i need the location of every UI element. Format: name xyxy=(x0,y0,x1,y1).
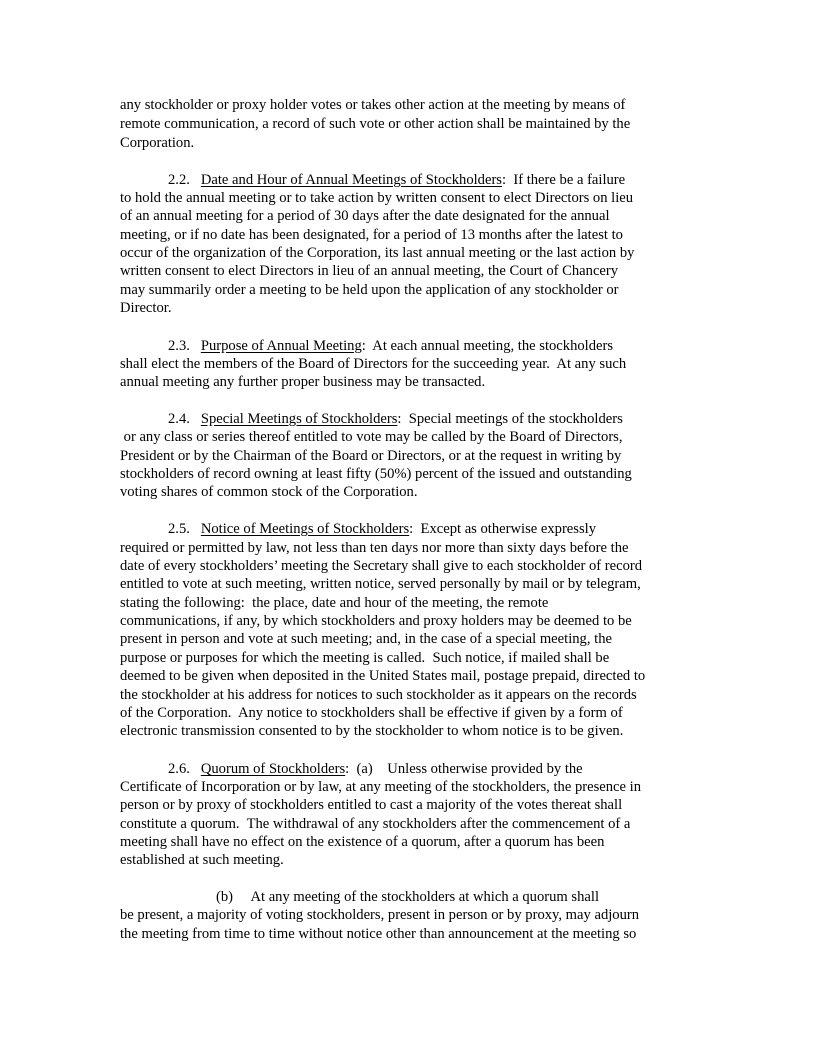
paragraph-line: may summarily order a meeting to be held upon the application of any stockholder or xyxy=(120,282,619,298)
section-2-3-first-line xyxy=(168,337,613,355)
section-number: 2.2. xyxy=(168,172,190,188)
section-text: : If there be a failure xyxy=(501,172,626,188)
section-number: 2.6. xyxy=(168,761,190,777)
section-heading: Quorum of Stockholders xyxy=(200,761,346,777)
section-2-4-first-line xyxy=(168,410,623,428)
paragraph-line: annual meeting any further proper business may be transacted. xyxy=(120,374,486,390)
section-text: : At each annual meeting, the stockholders xyxy=(361,338,614,354)
paragraph-line: meeting, or if no date has been designated, for a period of 13 months after the latest to xyxy=(120,227,623,243)
paragraph-line: deemed to be given when deposited in the United States mail, postage prepaid, directed to xyxy=(120,668,646,684)
paragraph-line: entitled to vote at such meeting, written notice, served personally by mail or by telegram, xyxy=(120,576,641,592)
section-heading: Date and Hour of Annual Meetings of Stockholders xyxy=(200,172,502,188)
paragraph-line: present in person and vote at such meeting; and, in the case of a special meeting, the xyxy=(120,631,612,647)
paragraph-line: remote communication, a record of such vote or other action shall be maintained by the xyxy=(120,116,631,132)
section-2-2-first-line xyxy=(168,171,625,189)
paragraph-line: of the Corporation. Any notice to stockholders shall be effective if given by a form of xyxy=(120,705,623,721)
paragraph-line: President or by the Chairman of the Board or Directors, or at the request in writing by xyxy=(120,448,622,464)
section-heading: Purpose of Annual Meeting xyxy=(200,338,362,354)
section-number: 2.3. xyxy=(168,338,190,354)
paragraph-line: stating the following: the place, date and hour of the meeting, the remote xyxy=(120,595,549,611)
paragraph-line: electronic transmission consented to by the stockholder to whom notice is to be given. xyxy=(120,723,624,739)
section-text: : Special meetings of the stockholders xyxy=(397,411,623,427)
section-2-6-first-line xyxy=(168,760,583,778)
paragraph-line: constitute a quorum. The withdrawal of any stockholders after the commencement of a xyxy=(120,816,631,832)
paragraph-line: any stockholder or proxy holder votes or takes other action at the meeting by means of xyxy=(120,97,626,113)
paragraph-line: written consent to elect Directors in lieu of an annual meeting, the Court of Chancery xyxy=(120,263,619,279)
paragraph-line: Corporation. xyxy=(120,135,195,151)
paragraph-line: the meeting from time to time without notice other than announcement at the meeting so xyxy=(120,926,637,942)
paragraph-line: Certificate of Incorporation or by law, at any meeting of the stockholders, the presence in xyxy=(120,779,641,795)
paragraph-line: established at such meeting. xyxy=(120,852,284,868)
paragraph-line: to hold the annual meeting or to take action by written consent to elect Directors on lieu xyxy=(120,190,634,206)
section-heading: Special Meetings of Stockholders xyxy=(200,411,398,427)
section-heading: Notice of Meetings of Stockholders xyxy=(200,521,410,537)
paragraph-line: purpose or purposes for which the meeting is called. Such notice, if mailed shall be xyxy=(120,650,610,666)
section-number: 2.5. xyxy=(168,521,190,537)
paragraph-line: meeting shall have no effect on the existence of a quorum, after a quorum has been xyxy=(120,834,605,850)
paragraph-line: communications, if any, by which stockholders and proxy holders may be deemed to be xyxy=(120,613,632,629)
paragraph-line: person or by proxy of stockholders entitled to cast a majority of the votes thereat shall xyxy=(120,797,623,813)
paragraph-line: of an annual meeting for a period of 30 days after the date designated for the annual xyxy=(120,208,610,224)
paragraph-line: voting shares of common stock of the Corporation. xyxy=(120,484,418,500)
paragraph-line: or any class or series thereof entitled to vote may be called by the Board of Directors, xyxy=(120,429,623,445)
paragraph-line: the stockholder at his address for notices to such stockholder as it appears on the records xyxy=(120,687,637,703)
paragraph-line: stockholders of record owning at least fifty (50%) percent of the issued and outstanding xyxy=(120,466,632,482)
section-text: : (a) Unless otherwise provided by the xyxy=(345,761,583,777)
paragraph-line: required or permitted by law, not less than ten days nor more than sixty days before the xyxy=(120,540,629,556)
section-text: : Except as otherwise expressly xyxy=(409,521,596,537)
section-number: 2.4. xyxy=(168,411,190,427)
paragraph-line: shall elect the members of the Board of Directors for the succeeding year. At any such xyxy=(120,356,627,372)
subsection-b-first-line: (b) At any meeting of the stockholders at which a quorum shall xyxy=(216,889,600,905)
paragraph-line: date of every stockholders’ meeting the Secretary shall give to each stockholder of record xyxy=(120,558,643,574)
paragraph-line: occur of the organization of the Corporation, its last annual meeting or the last action by xyxy=(120,245,635,261)
paragraph-line: be present, a majority of voting stockholders, present in person or by proxy, may adjourn xyxy=(120,907,640,923)
section-2-5-first-line xyxy=(168,520,596,538)
paragraph-line: Director. xyxy=(120,300,172,316)
